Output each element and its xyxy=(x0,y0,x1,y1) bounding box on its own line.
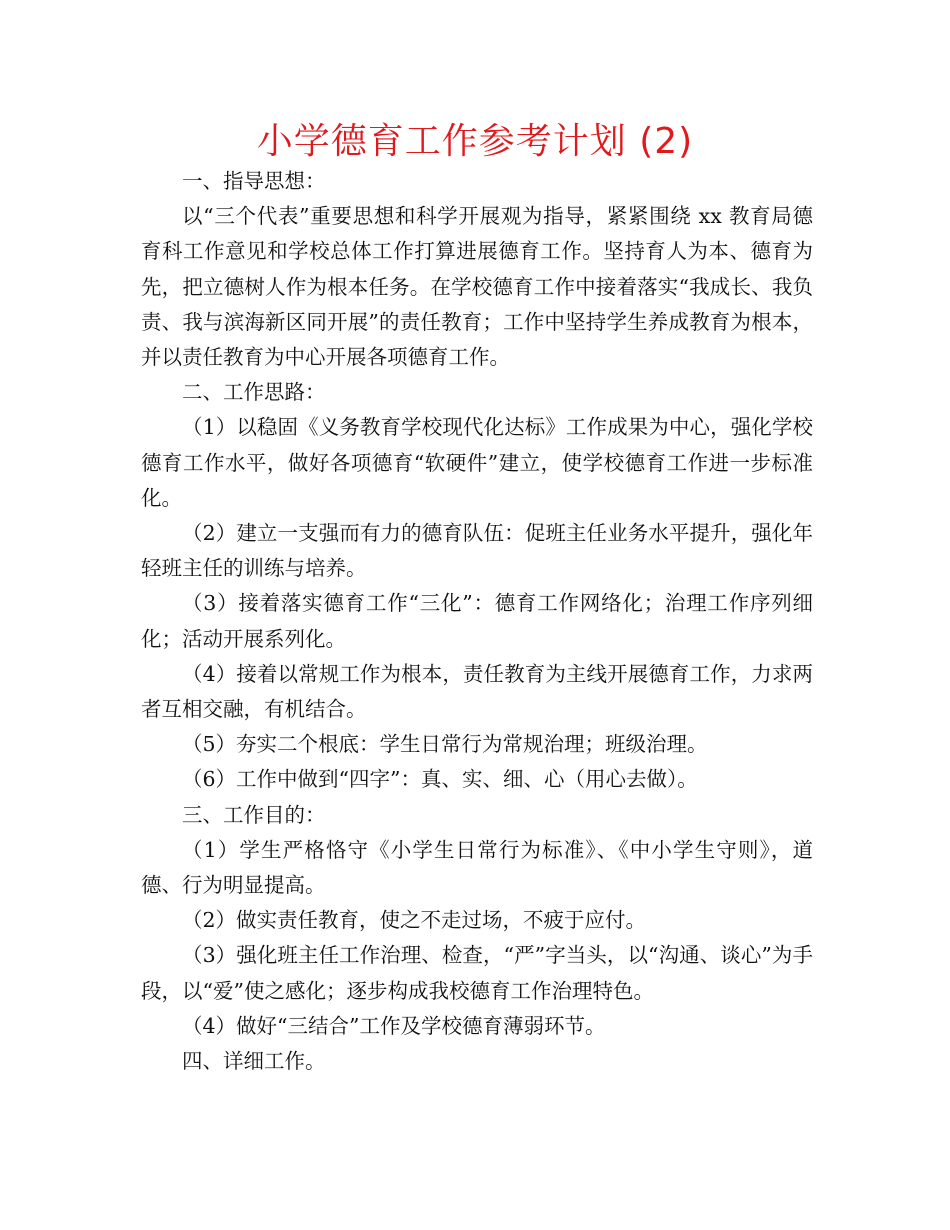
heading-detailed-work: 四、详细工作。 xyxy=(182,1049,326,1074)
work-goal-2: （2）做实责任教育，使之不走过场，不疲于应付。 xyxy=(182,908,647,933)
work-idea-2: （2）建立一支强而有力的德育队伍：促班主任业务水平提升，强化年轻班主任的训练与培养。 xyxy=(141,521,813,581)
paragraph-guiding-ideology: 以“三个代表”重要思想和科学开展观为指导，紧紧围绕 xx 教育局德育科工作意见和学校总体工作打算进展德育工作。坚持育人为本、德育为先，把立德树人作为根本任务。在学校德育工作中接着落实“我成长、我负责、我与滨海新区同开展”的责任教育；工作中坚持学生养成教育为根本，并以责任教育为中心开展各项德育工作。 xyxy=(141,204,813,370)
work-goal-4: （4）做好“三结合”工作及学校德育薄弱环节。 xyxy=(182,1013,606,1038)
heading-work-ideas: 二、工作思路： xyxy=(182,380,326,405)
work-goal-1: （1）学生严格恪守《小学生日常行为标准》、《中小学生守则》，道德、行为明显提高。 xyxy=(141,837,813,898)
heading-guiding-ideology: 一、指导思想： xyxy=(182,169,326,193)
work-idea-3: （3）接着落实德育工作“三化”：德育工作网络化；治理工作序列细化；活动开展系列化。 xyxy=(141,591,813,651)
work-goal-3: （3）强化班主任工作治理、检查，“严”字当头，以“沟通、谈心”为手段，以“爱”使之感化；逐步构成我校德育工作治理特色。 xyxy=(141,943,813,1003)
work-idea-1: （1）以稳固《义务教育学校现代化达标》工作成果为中心，强化学校德育工作水平，做好各项德育“软硬件”建立，使学校德育工作进一步标准化。 xyxy=(141,415,813,510)
work-idea-6: （6）工作中做到“四字”：真、实、细、心（用心去做）。 xyxy=(182,767,698,792)
work-idea-4: （4）接着以常规工作为根本，责任教育为主线开展德育工作，力求两者互相交融，有机结合。 xyxy=(141,661,813,722)
document-body xyxy=(141,164,813,1079)
heading-work-goals: 三、工作目的： xyxy=(182,802,326,827)
document-title: 小学德育工作参考计划 (2) xyxy=(256,121,694,162)
work-idea-5: （5）夯实二个根底：学生日常行为常规治理；班级治理。 xyxy=(182,732,708,757)
